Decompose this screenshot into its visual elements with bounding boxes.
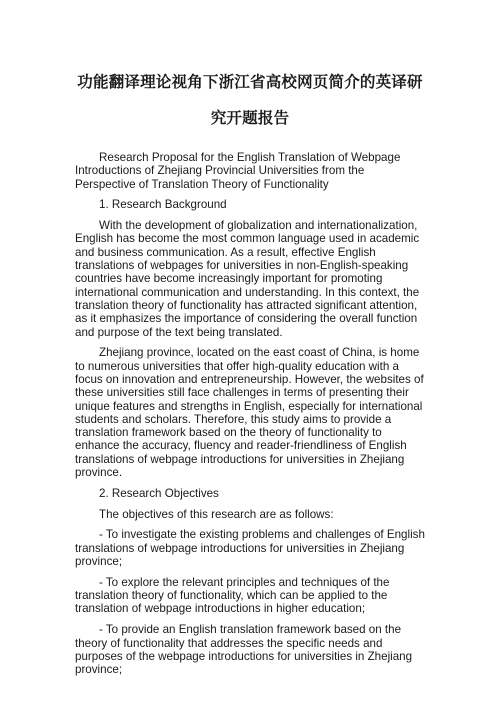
document-body [75, 151, 427, 684]
document-title-line-1: 功能翻译理论视角下浙江省高校网页简介的英译研 [77, 73, 423, 91]
objectives-intro: The objectives of this research are as follows: [99, 507, 334, 521]
objective-item-3: - To provide an English translation framework based on the theory of functionality that addresses the specific needs and purposes of the webpage introductions for universities in Zhejiang province; [75, 623, 413, 677]
objective-item-2: - To explore the relevant principles and techniques of the translation theory of functionality, which can be applied to the translation of webpage introductions in higher education; [75, 575, 390, 616]
background-paragraph-1: With the development of globalization and internationalization, English has become the most common language used in academic and business communication. As a result, effective English translations of webpages for universities in non-English-speaking countries have become increasingly important for promoting international communication and understanding. In this context, the translation theory of functionality has attracted significant attention, as it emphasizes the importance of considering the overall function and purpose of the text being translated. [75, 219, 420, 339]
section-heading-objectives: 2. Research Objectives [99, 486, 219, 500]
objective-item-1: - To investigate the existing problems and challenges of English translations of webpage introductions for universities in Zhejiang province; [75, 528, 425, 569]
document-title-line-2: 究开题报告 [210, 109, 290, 127]
section-heading-background: 1. Research Background [99, 198, 227, 212]
proposal-heading: Research Proposal for the English Translation of Webpage Introductions of Zhejiang Provincial Universities from the Perspective of Translation Theory of Functionality [75, 151, 401, 191]
background-paragraph-2: Zhejiang province, located on the east coast of China, is home to numerous universities that offer high-quality education with a focus on innovation and entrepreneurship. However, the websites of these universities still face challenges in terms of presenting their unique features and strengths in English, especially for international students and scholars. Therefore, this study aims to provide a translation framework based on the theory of functionality to enhance the accuracy, fluency and reader-friendliness of English translations of webpage introductions for universities in Zhejiang province. [75, 346, 424, 480]
